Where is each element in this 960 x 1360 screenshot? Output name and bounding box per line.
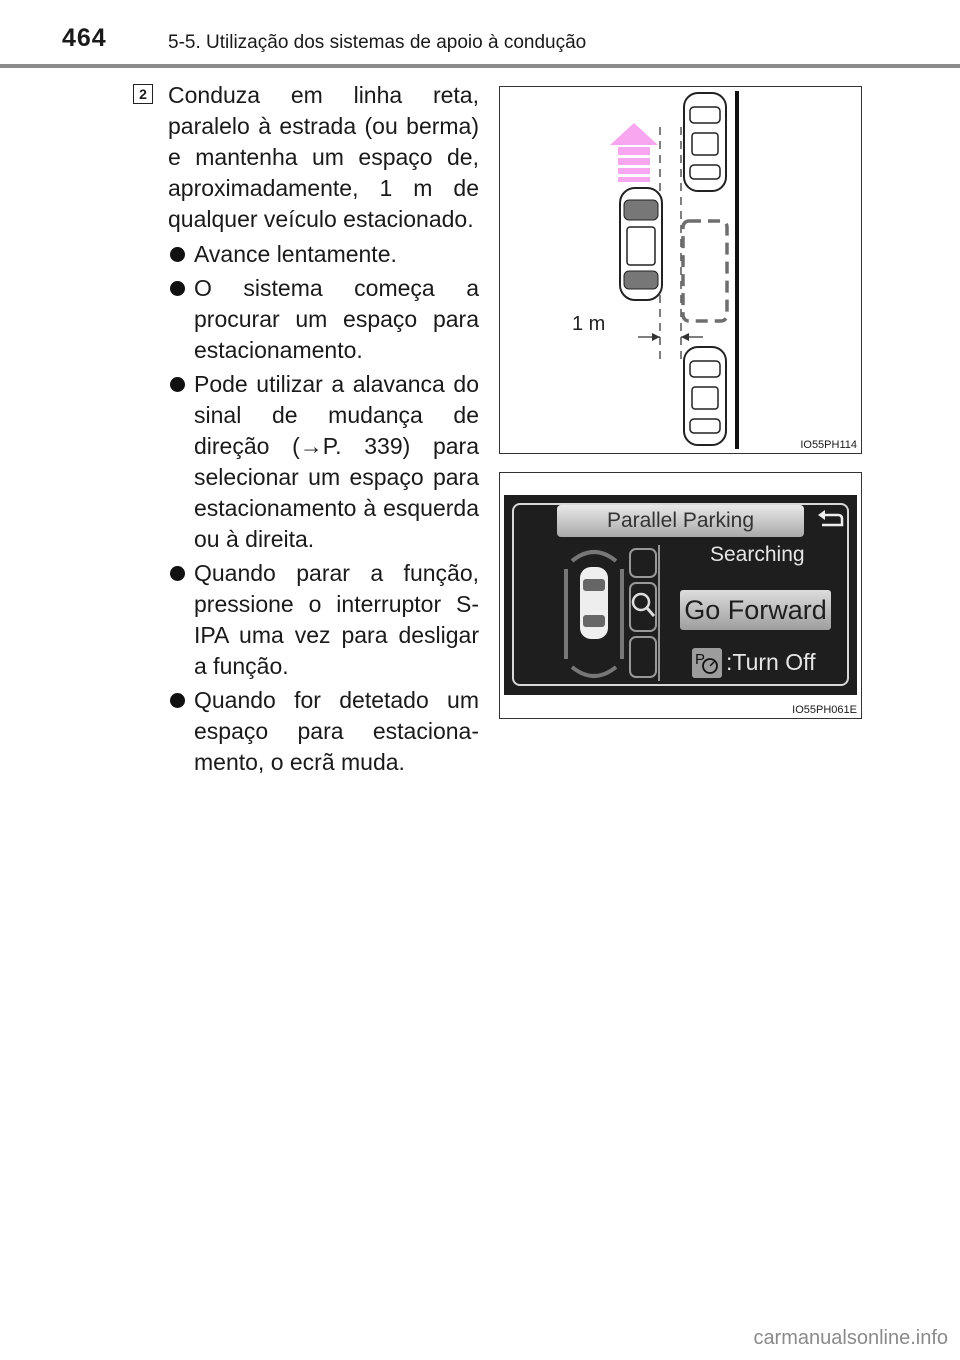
bullet-item xyxy=(168,239,479,270)
step-intro: Conduza em linha reta, paralelo à estrada (ou berma) e mantenha um espaço de, aproximadamente, 1 m de qualquer veículo estacionado. xyxy=(168,82,479,232)
bullet-item xyxy=(168,685,479,778)
bullet-icon xyxy=(170,281,185,296)
step-number-badge: 2 xyxy=(133,84,153,104)
screen-title-bar: Parallel Parking xyxy=(557,505,804,537)
bullet-icon xyxy=(170,693,185,708)
bullet-text: O sistema começa a procurar um espaço para estacionamento. xyxy=(194,275,479,363)
bullet-list xyxy=(168,239,479,778)
turn-off-label: :Turn Off xyxy=(726,649,816,675)
display-screen-figure xyxy=(499,472,862,719)
page-header xyxy=(0,0,960,70)
bullet-icon xyxy=(170,247,185,262)
bullet-text: Avance lentamente. xyxy=(194,241,397,267)
go-forward-instruction: Go Forward xyxy=(680,590,831,630)
figure-code: IO55PH114 xyxy=(800,439,857,451)
back-arrow-icon xyxy=(816,507,844,529)
bullet-item xyxy=(168,558,479,682)
bullet-text: Quando for detetado um espaço para estaciona-mento, o ecrã muda. xyxy=(194,687,479,775)
figure-code: IO55PH061E xyxy=(792,704,857,716)
parking-diagram xyxy=(500,87,860,452)
direction-arrow-icon xyxy=(610,123,658,182)
bullet-icon xyxy=(170,566,185,581)
parked-car-icon xyxy=(684,93,726,191)
bullet-icon xyxy=(170,377,185,392)
parking-space-outline xyxy=(683,221,727,321)
page-number: 464 xyxy=(62,24,107,52)
watermark: carmanualsonline.info xyxy=(753,1327,948,1349)
bullet-item xyxy=(168,273,479,366)
header-rule xyxy=(0,64,960,68)
search-status-text: Searching xyxy=(710,543,805,566)
car-icon xyxy=(580,567,608,639)
magnifier-icon xyxy=(633,594,654,616)
multi-information-display xyxy=(504,495,857,695)
moving-car-icon xyxy=(620,188,662,300)
distance-label: 1 m xyxy=(572,313,606,335)
section-title: 5-5. Utilização dos sistemas de apoio à condução xyxy=(168,32,587,53)
bullet-item xyxy=(168,369,479,555)
parking-switch-icon xyxy=(692,648,722,678)
parked-car-icon xyxy=(684,347,726,445)
parking-diagram-figure xyxy=(499,86,862,454)
step-content xyxy=(168,80,479,781)
svg-text:P: P xyxy=(695,651,706,668)
bullet-text: Quando parar a função, pressione o interruptor S-IPA uma vez para desligar a função. xyxy=(194,560,479,679)
bullet-text: Pode utilizar a alavanca do sinal de mudança de direção (→P. 339) para selecionar um espaço para estacionamento à esquerda ou à direita. xyxy=(194,371,479,552)
vehicle-sensor-graphic xyxy=(562,539,662,689)
